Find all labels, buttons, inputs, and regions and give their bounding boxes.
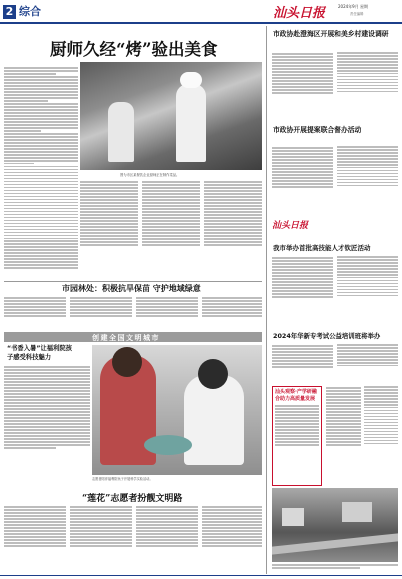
right-article-2-body	[272, 146, 398, 216]
culture-banner-label: 创建全国文明城市	[92, 333, 160, 342]
main-article-col2	[80, 180, 138, 280]
sub-article-body-1	[4, 296, 66, 330]
brand-logo: 汕头日报	[273, 6, 326, 21]
date-line: 2024年9月 星期	[338, 4, 368, 9]
culture-banner	[4, 332, 262, 342]
sidebar-body	[275, 404, 319, 474]
right-logo-text: 汕头日报	[272, 221, 309, 231]
page-number-box	[3, 5, 16, 19]
section-title: 综合	[19, 5, 41, 18]
chef-figure-left	[108, 102, 134, 162]
volunteer-head	[112, 347, 142, 377]
kids-photo-caption-text: 志愿者陪伴福利院孩子开展科学实验活动。	[92, 477, 153, 481]
volunteer-body-3	[136, 505, 198, 575]
sub-headline: 市园林处：积极抗旱保苗 守护地域绿意	[62, 284, 201, 293]
road	[272, 533, 398, 554]
kids-headline: “书香入暑”让福利院孩子感受科技魅力	[7, 345, 72, 361]
right-headline-3: 我市举办首批高技能人才钦匠活动	[273, 244, 371, 252]
chef-hat	[180, 72, 202, 88]
child-head	[198, 359, 228, 389]
chef-figure-right	[176, 84, 206, 162]
right-logo	[272, 218, 332, 238]
volunteer-body-4	[202, 505, 262, 575]
kids-photo-caption	[92, 477, 262, 487]
main-article-col4	[204, 180, 262, 280]
building-1	[282, 508, 304, 526]
sidebar-box	[272, 386, 322, 486]
sub-article-body-2	[70, 296, 132, 330]
sub-article-body-3	[136, 296, 198, 330]
experiment-dish	[144, 435, 192, 455]
right-headline-2: 市政协开展提案联合督办活动	[273, 126, 362, 134]
right-article-4-body	[272, 344, 398, 384]
page-number: 2	[5, 5, 14, 18]
volunteer-body-1	[4, 505, 66, 575]
kitchen-photo-caption: 图为市区某餐饮企业厨师正在制作菜品。	[120, 173, 180, 177]
editor-line: 责任编辑	[350, 12, 364, 16]
landscape-photo-caption	[272, 563, 398, 575]
page-header	[0, 0, 402, 26]
kitchen-photo	[80, 62, 262, 170]
header-rule	[0, 22, 402, 24]
right-article-3-body	[272, 256, 398, 328]
landscape-photo	[272, 488, 398, 562]
main-article-col3	[142, 180, 200, 280]
volunteer-headline: “莲花”志愿者扮靓文明路	[82, 494, 183, 504]
sidebar-title: 汕头观察·产学研融合助力高质量发展	[275, 389, 317, 402]
kids-photo	[92, 345, 262, 475]
sub-article-body-4	[202, 296, 262, 330]
kids-article-body	[4, 365, 90, 480]
right-article-5-body	[326, 386, 398, 486]
footer-rule	[0, 575, 402, 576]
volunteer-body-2	[70, 505, 132, 575]
right-headline-4: 2024年华新专考试公益培训班将举办	[273, 332, 381, 340]
building-2	[342, 502, 372, 522]
right-headline-1: 市政协赴澄海区开展和美乡村建设调研	[273, 30, 389, 38]
section-divider	[4, 281, 262, 282]
right-article-1-body	[272, 52, 398, 122]
main-headline: 厨师久经“烤”验出美食	[50, 40, 218, 59]
right-column-divider	[266, 26, 267, 574]
